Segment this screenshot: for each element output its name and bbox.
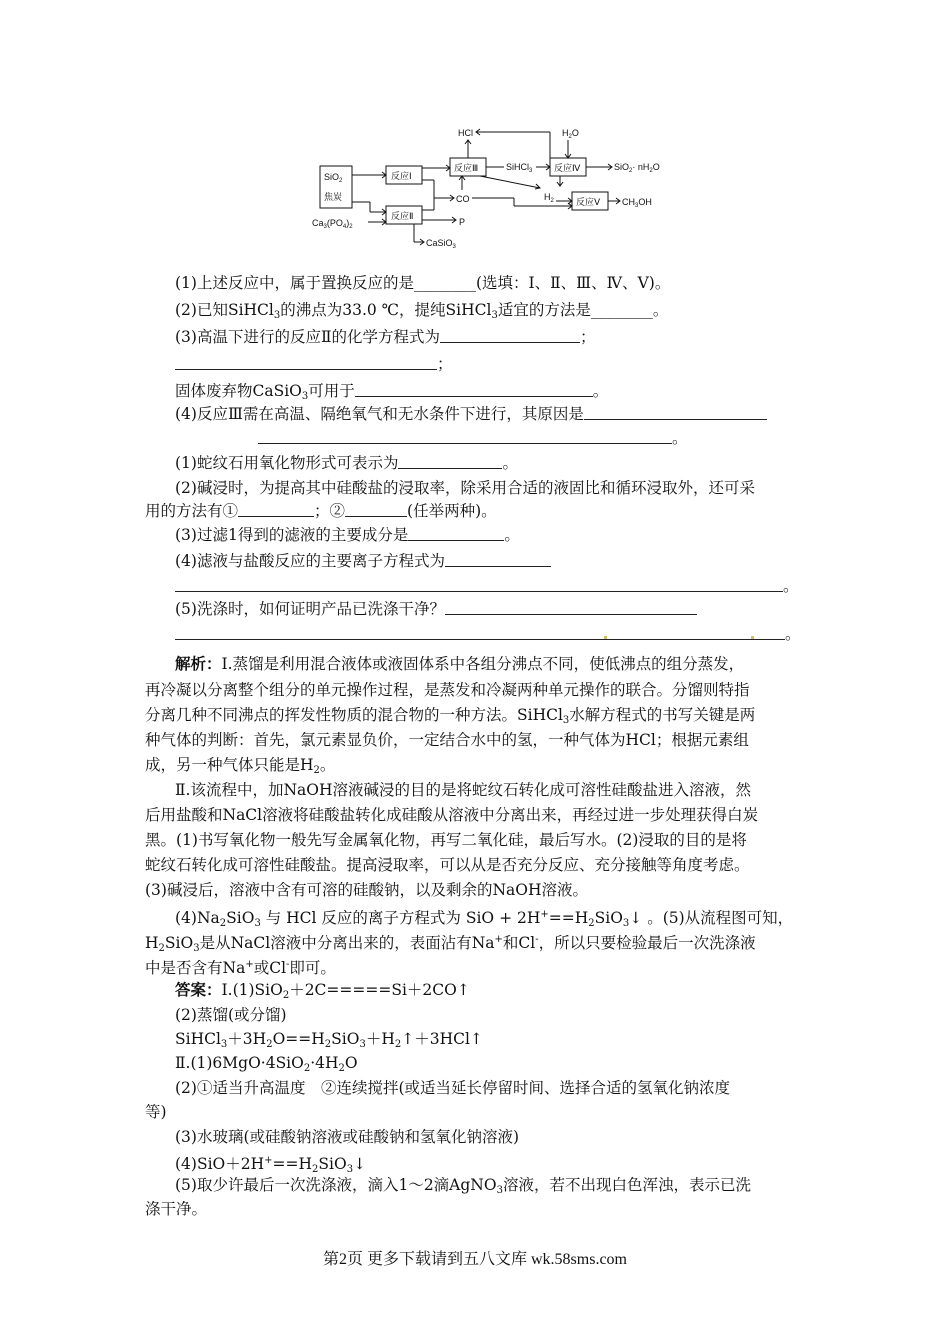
q1-line-2: (2)已知SiHCl$_3$的沸点为33.0 ℃，提纯SiHCl$_3$适宜的方法是________。 [175,301,669,321]
process-flow-diagram [310,122,710,252]
analysis-line-11: $(4)Na_2SiO_3$ 与 HCl 反应的离子方程式为 SiO + $2H^+==H_2SiO_3↓$ 。(5)从流程图可知， [175,909,794,929]
co-label: CO [456,194,470,204]
answer-line-6: 等) [145,1103,167,1121]
answer-line-9: (5)取少许最后一次洗涤液，滴入1～2滴AgNO$_3$溶液，若不出现白色浑浊，表示已洗 [175,1176,751,1196]
answer-line-4: $Ⅱ.(1)6MgO\cdot 4SiO_2\cdot 4H_2O$ [175,1054,358,1074]
reaction-5-label: 反应Ⅴ [576,197,601,207]
h2-label: $H_2$ [544,192,554,204]
analysis-line-3: 分离几种不同沸点的挥发性物质的混合物的一种方法。SiHCl$_3$水解方程式的书写关键是两 [145,706,756,726]
artifact-dot [751,636,754,639]
answer-line-3: $SiHCl_3+3H_2O==H_2SiO_3+H_2↑+3HCl↑$ [175,1030,483,1050]
analysis-line-4: 种气体的判断：首先，氯元素显负价，一定结合水中的氢，一种气体为HCl；根据元素组 [145,731,749,749]
sihcl3-label: SiHCl$_3$ [506,162,533,174]
answer-line-2: (2)蒸馏(或分馏) [175,1006,287,1024]
q1-line-5: 固体废弃物CaSiO$_3$可用于 。 [175,382,609,402]
analysis-line-1: 解析：Ⅰ.蒸馏是利用混合液体或液固体系中各组分沸点不同，使低沸点的组分蒸发， [175,654,745,673]
q2-line-4: (3)过滤1得到的滤液的主要成分是 。 [175,526,520,544]
analysis-line-13: 中是否含有Na+或Cl-即可。 [145,959,336,977]
analysis-line-5: 成，另一种气体只能是$H_2$。 [145,756,336,776]
product-4-label: $SiO_2\cdot nH_2O$ [614,162,660,174]
artifact-dot [604,636,607,639]
h2o-label: $H_2O$ [562,128,579,140]
q1-line-1: (1)上述反应中，属于置换反应的是________(选填：Ⅰ、Ⅱ、Ⅲ、Ⅳ、Ⅴ)。 [175,274,671,292]
ch3oh-label: $CH_3OH$ [622,197,652,209]
p-label: P [459,217,466,227]
analysis-line-2: 再冷凝以分离整个组分的单元操作过程，是蒸发和冷凝两种单元操作的联合。分馏则特指 [145,681,750,699]
sio2-label: SiO$_2$ [324,172,343,184]
answer-line-1: 答案：Ⅰ.(1)SiO$_2$＋2C=====Si＋2CO↑ [175,980,470,1001]
q1-line-4: ； [175,354,453,374]
ca3po42-label: $Ca_3(PO_4)_2$ [312,218,353,230]
analysis-line-9: 蛇纹石转化成可溶性硅酸盐。提高浸取率，可以从是否充分反应、充分接触等角度考虑。 [145,856,750,874]
answer-line-7: (3)水玻璃(或硅酸钠溶液或硅酸钠和氢氧化钠溶液) [175,1128,520,1146]
analysis-line-6: Ⅱ.该流程中，加NaOH溶液碱浸的目的是将蛇纹石转化成可溶性硅酸盐进入溶液，然 [175,781,751,799]
q1-line-3: (3)高温下进行的反应Ⅱ的化学方程式为 ； [175,328,596,346]
q2-line-8: 。 [175,624,801,644]
hcl-label: HCl [458,128,473,138]
reaction-4-label: 反应Ⅳ [554,163,581,173]
q2-line-5: (4)滤液与盐酸反应的主要离子方程式为 [175,551,551,571]
answer-line-10: 涤干净。 [145,1200,208,1218]
page-footer: 第2页 更多下载请到五八文库 wk.58sms.com [322,1251,627,1268]
jiaotan-label: 焦炭 [324,192,343,202]
analysis-line-8: 黑。(1)书写氧化物一般先写金属氧化物，再写二氧化硅，最后写水。(2)浸取的目的是将 [145,831,747,849]
reaction-2-label: 反应Ⅱ [391,211,414,221]
answer-line-5: (2)①适当升高温度 ②连续搅拌(或适当延长停留时间、选择合适的氢氧化钠浓度 [175,1079,731,1097]
reaction-3-label: 反应Ⅲ [454,163,479,173]
analysis-line-12: $H_2SiO_3$是从NaCl溶液中分离出来的，表面沾有Na+和Cl-，所以只要检验最后一次洗涤液 [145,934,756,954]
q2-line-6: 。 [175,576,799,596]
analysis-line-7: 后用盐酸和NaCl溶液将硅酸盐转化成硅酸从溶液中分离出来，再经过进一步处理获得白炭 [145,806,759,824]
reaction-1-label: 反应Ⅰ [391,171,412,181]
casio3-label: CaSiO$_3$ [426,238,456,250]
answer-line-8: $(4)SiO+2H^+==H_2SiO_3↓$ [175,1155,367,1175]
q2-line-1: (1)蛇纹石用氧化物形式可表示为 。 [175,454,518,472]
q1-line-7: 。 [258,428,688,448]
q2-line-2: (2)碱浸时，为提高其中硅酸盐的浸取率，除采用合适的液固比和循环浸取外，还可采 [175,479,755,497]
q2-line-3: 用的方法有① ；② (任举两种)。 [145,502,497,520]
q2-line-7: (5)洗涤时，如何证明产品已洗涤干净？ [175,599,697,619]
q1-line-6: (4)反应Ⅲ需在高温、隔绝氧气和无水条件下进行，其原因是 [175,404,767,424]
analysis-line-10: (3)碱浸后，溶液中含有可溶的硅酸钠，以及剩余的NaOH溶液。 [145,881,588,899]
